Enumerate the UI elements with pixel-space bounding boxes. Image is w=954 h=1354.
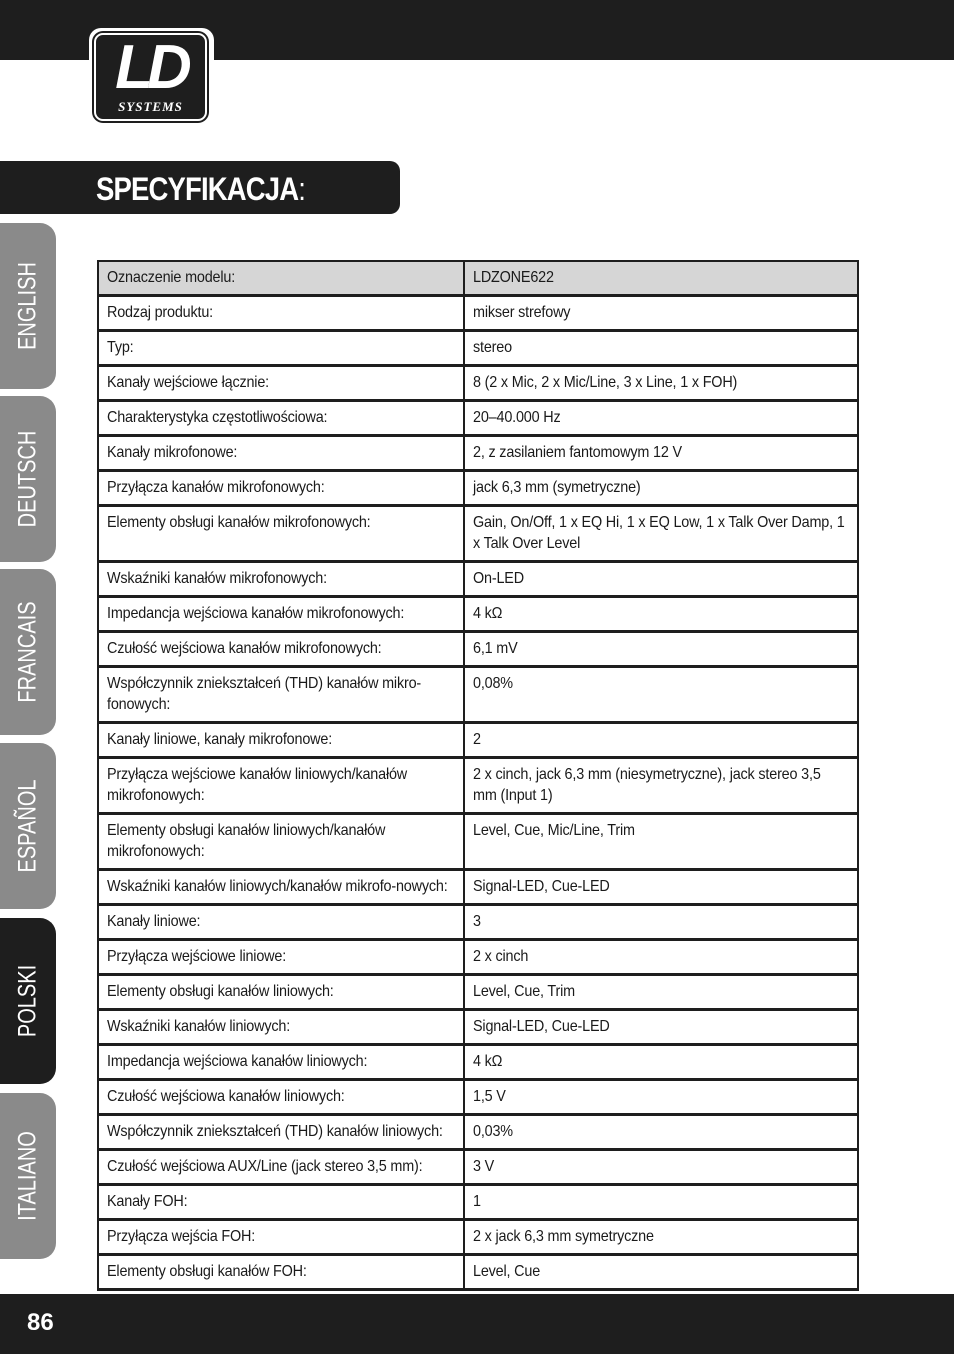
section-title-bar	[0, 161, 400, 214]
language-tab-label: FRANCAIS	[13, 601, 42, 703]
spec-value: 3	[473, 913, 481, 930]
table-row	[98, 1115, 858, 1150]
table-row	[98, 401, 858, 436]
spec-value-cell	[464, 870, 858, 905]
spec-value: Level, Cue, Trim	[473, 983, 575, 1000]
spec-label: Elementy obsługi kanałów mikrofonowych:	[107, 514, 371, 531]
spec-label-cell	[98, 471, 464, 506]
spec-label: Elementy obsługi kanałów liniowych:	[107, 983, 334, 1000]
spec-label-cell	[98, 632, 464, 667]
table-row	[98, 562, 858, 597]
spec-value-cell	[464, 261, 858, 296]
spec-value: Level, Cue	[473, 1263, 541, 1280]
spec-label: Elementy obsługi kanałów liniowych/kanałów mikrofonowych:	[107, 822, 386, 860]
page-number: 86	[27, 1309, 54, 1336]
spec-label-cell	[98, 905, 464, 940]
table-row	[98, 1080, 858, 1115]
spec-label: Kanały FOH:	[107, 1193, 188, 1210]
spec-value-cell	[464, 1010, 858, 1045]
spec-value-cell	[464, 436, 858, 471]
table-row	[98, 975, 858, 1010]
spec-value: 2 x jack 6,3 mm symetryczne	[473, 1228, 654, 1245]
spec-value-cell	[464, 1255, 858, 1290]
spec-label-cell	[98, 261, 464, 296]
spec-value: jack 6,3 mm (symetryczne)	[473, 479, 641, 496]
spec-label-cell	[98, 667, 464, 723]
spec-label: Kanały liniowe, kanały mikrofonowe:	[107, 731, 333, 748]
spec-value: 20–40.000 Hz	[473, 409, 561, 426]
logo-badge	[94, 33, 207, 121]
spec-value: 2 x cinch	[473, 948, 529, 965]
spec-label: Przyłącza wejściowe kanałów liniowych/kanałów mikrofonowych:	[107, 766, 408, 804]
spec-value: 6,1 mV	[473, 640, 518, 657]
spec-label: Czułość wejściowa AUX/Line (jack stereo 3,5 mm):	[107, 1158, 423, 1175]
spec-value-cell	[464, 723, 858, 758]
spec-label-cell	[98, 1255, 464, 1290]
spec-value-cell	[464, 905, 858, 940]
spec-value-cell	[464, 401, 858, 436]
language-tab-deutsch[interactable]	[0, 396, 56, 562]
spec-value: On-LED	[473, 570, 524, 587]
spec-value: 4 kΩ	[473, 1053, 503, 1070]
spec-value-cell	[464, 975, 858, 1010]
spec-label-cell	[98, 401, 464, 436]
spec-label: Przyłącza kanałów mikrofonowych:	[107, 479, 325, 496]
footer-bar	[0, 1294, 954, 1354]
spec-label: Typ:	[107, 339, 134, 356]
table-row	[98, 905, 858, 940]
spec-label: Elementy obsługi kanałów FOH:	[107, 1263, 307, 1280]
table-row	[98, 632, 858, 667]
spec-value: 8 (2 x Mic, 2 x Mic/Line, 3 x Line, 1 x FOH)	[473, 374, 738, 391]
spec-label-cell	[98, 1150, 464, 1185]
table-row	[98, 1185, 858, 1220]
spec-value: LDZONE622	[473, 269, 554, 286]
spec-value: Gain, On/Off, 1 x EQ Hi, 1 x EQ Low, 1 x Talk Over Damp, 1 x Talk Over Level	[473, 514, 845, 552]
language-tab-english[interactable]	[0, 223, 56, 389]
table-row	[98, 471, 858, 506]
specification-table	[97, 260, 859, 1291]
spec-value-cell	[464, 1045, 858, 1080]
table-row	[98, 758, 858, 814]
table-row	[98, 436, 858, 471]
spec-value-cell	[464, 597, 858, 632]
spec-label-cell	[98, 562, 464, 597]
spec-value-cell	[464, 331, 858, 366]
spec-label: Kanały liniowe:	[107, 913, 201, 930]
table-row	[98, 870, 858, 905]
table-row	[98, 1010, 858, 1045]
spec-value: Signal-LED, Cue-LED	[473, 878, 610, 895]
spec-label-cell	[98, 366, 464, 401]
table-row	[98, 667, 858, 723]
table-row	[98, 1255, 858, 1290]
language-tab-label: ENGLISH	[13, 262, 42, 350]
table-row	[98, 597, 858, 632]
spec-value: 4 kΩ	[473, 605, 503, 622]
spec-value: 0,08%	[473, 675, 513, 692]
spec-label-cell	[98, 870, 464, 905]
spec-label-cell	[98, 940, 464, 975]
spec-value: 1	[473, 1193, 481, 1210]
language-tab-label: ESPAÑOL	[13, 779, 42, 873]
spec-value-cell	[464, 758, 858, 814]
spec-value: 2, z zasilaniem fantomowym 12 V	[473, 444, 682, 461]
spec-value-cell	[464, 471, 858, 506]
spec-value-cell	[464, 1080, 858, 1115]
language-tab-polski[interactable]	[0, 918, 56, 1084]
table-row	[98, 723, 858, 758]
spec-label: Charakterystyka częstotliwościowa:	[107, 409, 328, 426]
table-row	[98, 814, 858, 870]
language-tab-label: DEUTSCH	[13, 430, 42, 528]
spec-label-cell	[98, 1220, 464, 1255]
spec-label: Przyłącza wejściowe liniowe:	[107, 948, 287, 965]
spec-value: 1,5 V	[473, 1088, 506, 1105]
table-row	[98, 506, 858, 562]
spec-label: Oznaczenie modelu:	[107, 269, 236, 286]
spec-value-cell	[464, 1150, 858, 1185]
spec-value-cell	[464, 506, 858, 562]
spec-label: Czułość wejściowa kanałów mikrofonowych:	[107, 640, 382, 657]
table-row	[98, 1220, 858, 1255]
table-row	[98, 1045, 858, 1080]
spec-label-cell	[98, 506, 464, 562]
table-row	[98, 940, 858, 975]
spec-value-cell	[464, 1185, 858, 1220]
spec-label-cell	[98, 723, 464, 758]
spec-label-cell	[98, 1080, 464, 1115]
spec-value: 2 x cinch, jack 6,3 mm (niesymetryczne), jack stereo 3,5 mm (Input 1)	[473, 766, 821, 804]
spec-label-cell	[98, 1010, 464, 1045]
table-row	[98, 331, 858, 366]
section-title: SPECYFIKACJA:	[96, 171, 306, 207]
spec-label: Rodzaj produktu:	[107, 304, 213, 321]
language-tab-italiano[interactable]	[0, 1093, 56, 1259]
spec-value-cell	[464, 296, 858, 331]
spec-label: Impedancja wejściowa kanałów mikrofonowych:	[107, 605, 405, 622]
spec-label-cell	[98, 1185, 464, 1220]
language-tab-label: ITALIANO	[13, 1131, 42, 1221]
ld-systems-logo	[89, 28, 214, 127]
table-row	[98, 1150, 858, 1185]
spec-label-cell	[98, 597, 464, 632]
spec-label: Kanały mikrofonowe:	[107, 444, 238, 461]
spec-value-cell	[464, 1220, 858, 1255]
spec-value: 0,03%	[473, 1123, 513, 1140]
specification-table-body	[98, 261, 858, 1290]
spec-value-cell	[464, 1115, 858, 1150]
logo-subtitle: SYSTEMS	[118, 99, 183, 114]
spec-label: Czułość wejściowa kanałów liniowych:	[107, 1088, 345, 1105]
spec-label-cell	[98, 436, 464, 471]
spec-value-cell	[464, 632, 858, 667]
spec-label: Współczynnik zniekształceń (THD) kanałów mikro-fonowych:	[107, 675, 422, 713]
language-tab-espanol[interactable]	[0, 743, 56, 909]
language-tab-label: POLSKI	[13, 964, 42, 1038]
spec-value: 2	[473, 731, 481, 748]
table-row	[98, 366, 858, 401]
spec-value: stereo	[473, 339, 512, 356]
spec-value-cell	[464, 814, 858, 870]
table-row	[98, 261, 858, 296]
spec-value-cell	[464, 562, 858, 597]
spec-label-cell	[98, 758, 464, 814]
spec-label: Impedancja wejściowa kanałów liniowych:	[107, 1053, 368, 1070]
spec-value: Level, Cue, Mic/Line, Trim	[473, 822, 635, 839]
spec-label-cell	[98, 1115, 464, 1150]
spec-value-cell	[464, 366, 858, 401]
spec-label-cell	[98, 1045, 464, 1080]
table-row	[98, 296, 858, 331]
spec-value: mikser strefowy	[473, 304, 571, 321]
spec-label: Przyłącza wejścia FOH:	[107, 1228, 256, 1245]
spec-label-cell	[98, 814, 464, 870]
spec-label: Wskaźniki kanałów mikrofonowych:	[107, 570, 327, 587]
spec-label: Wskaźniki kanałów liniowych/kanałów mikrofo-nowych:	[107, 878, 448, 895]
spec-label-cell	[98, 331, 464, 366]
logo-brand: LD	[115, 33, 186, 102]
spec-value-cell	[464, 940, 858, 975]
spec-label: Współczynnik zniekształceń (THD) kanałów liniowych:	[107, 1123, 443, 1140]
spec-value: Signal-LED, Cue-LED	[473, 1018, 610, 1035]
spec-value-cell	[464, 667, 858, 723]
spec-label-cell	[98, 296, 464, 331]
spec-label: Wskaźniki kanałów liniowych:	[107, 1018, 291, 1035]
language-tab-francais[interactable]	[0, 569, 56, 735]
spec-label: Kanały wejściowe łącznie:	[107, 374, 269, 391]
spec-label-cell	[98, 975, 464, 1010]
spec-value: 3 V	[473, 1158, 495, 1175]
